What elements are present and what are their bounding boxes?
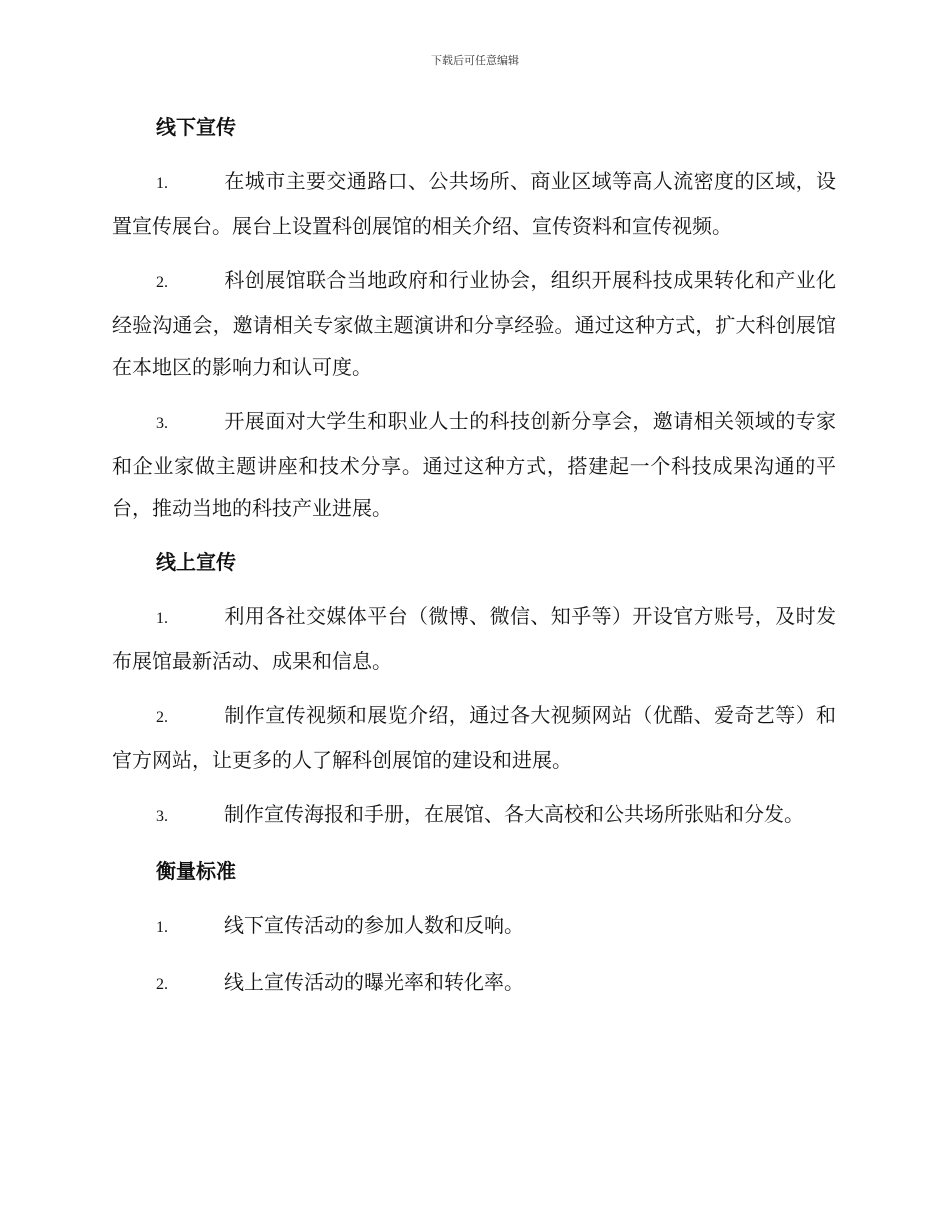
item-text: 制作宣传视频和展览介绍，通过各大视频网站（优酷、爱奇艺等）和官方网站，让更多的人了解科创展馆的建设和进展。	[112, 703, 836, 772]
item-number: 1.	[156, 175, 168, 192]
list-item	[112, 400, 836, 529]
item-text: 在城市主要交通路口、公共场所、商业区域等高人流密度的区域，设置宣传展台。展台上设置科创展馆的相关介绍、宣传资料和宣传视频。	[112, 169, 836, 238]
list-item	[112, 961, 836, 1006]
item-number: 1.	[156, 919, 168, 936]
section-heading: 衡量标准	[156, 859, 236, 883]
item-number: 3.	[156, 415, 168, 432]
item-number: 2.	[156, 976, 168, 993]
list-item	[112, 595, 836, 682]
item-text: 线上宣传活动的曝光率和转化率。	[224, 970, 524, 994]
item-number: 2.	[156, 709, 168, 726]
list-item	[112, 160, 836, 247]
item-text: 科创展馆联合当地政府和行业协会，组织开展科技成果转化和产业化经验沟通会，邀请相关专家做主题演讲和分享经验。通过这种方式，扩大科创展馆在本地区的影响力和认可度。	[112, 268, 836, 379]
section-online	[112, 541, 836, 838]
item-text: 制作宣传海报和手册，在展馆、各大高校和公共场所张贴和分发。	[224, 802, 804, 826]
item-number: 2.	[156, 274, 168, 291]
list-item	[112, 259, 836, 388]
section-offline	[112, 106, 836, 529]
item-number: 1.	[156, 610, 168, 627]
page-header-note: 下载后可任意编辑	[431, 54, 519, 67]
item-text: 线下宣传活动的参加人数和反响。	[224, 913, 524, 937]
item-text: 开展面对大学生和职业人士的科技创新分享会，邀请相关领域的专家和企业家做主题讲座和技术分享。通过这种方式，搭建起一个科技成果沟通的平台，推动当地的科技产业进展。	[112, 409, 836, 520]
list-item	[112, 904, 836, 949]
section-metrics	[112, 850, 836, 1006]
list-item	[112, 694, 836, 781]
section-heading: 线下宣传	[156, 115, 236, 139]
section-heading: 线上宣传	[156, 550, 236, 574]
document-body	[112, 106, 836, 1018]
list-item	[112, 793, 836, 838]
item-text: 利用各社交媒体平台（微博、微信、知乎等）开设官方账号，及时发布展馆最新活动、成果和信息。	[112, 604, 836, 673]
item-number: 3.	[156, 808, 168, 825]
